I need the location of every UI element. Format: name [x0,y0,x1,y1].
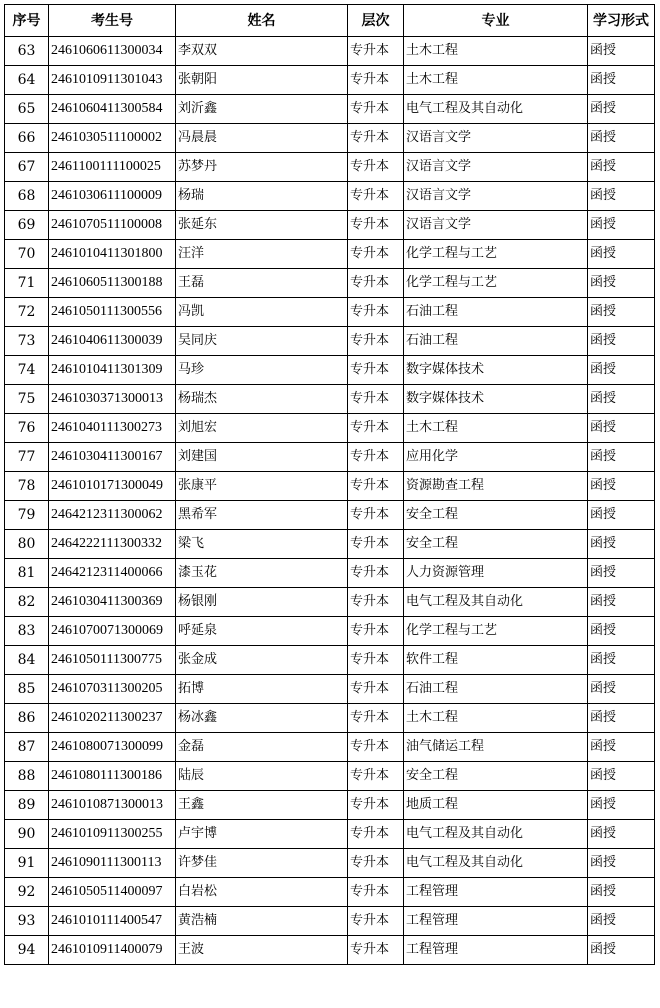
cell-major: 安全工程 [404,530,588,559]
cell-major: 土木工程 [404,37,588,66]
cell-level: 专升本 [348,617,404,646]
cell-exam-id: 2461030611100009 [49,182,176,211]
cell-study-mode: 函授 [588,675,655,704]
cell-name: 张金成 [176,646,348,675]
cell-seq: 82 [5,588,49,617]
cell-study-mode: 函授 [588,327,655,356]
cell-name: 陆辰 [176,762,348,791]
cell-major: 工程管理 [404,936,588,965]
cell-exam-id: 2461060611300034 [49,37,176,66]
cell-study-mode: 函授 [588,298,655,327]
cell-seq: 91 [5,849,49,878]
cell-name: 汪洋 [176,240,348,269]
table-row [5,66,655,95]
cell-seq: 83 [5,617,49,646]
cell-study-mode: 函授 [588,791,655,820]
cell-level: 专升本 [348,153,404,182]
cell-seq: 68 [5,182,49,211]
table-row [5,414,655,443]
cell-seq: 81 [5,559,49,588]
cell-study-mode: 函授 [588,588,655,617]
cell-major: 化学工程与工艺 [404,617,588,646]
cell-seq: 75 [5,385,49,414]
cell-study-mode: 函授 [588,211,655,240]
cell-seq: 72 [5,298,49,327]
cell-level: 专升本 [348,385,404,414]
cell-name: 冯晨晨 [176,124,348,153]
cell-study-mode: 函授 [588,414,655,443]
cell-name: 呼延泉 [176,617,348,646]
cell-level: 专升本 [348,124,404,153]
cell-seq: 86 [5,704,49,733]
table-row [5,530,655,559]
cell-major: 资源勘查工程 [404,472,588,501]
cell-seq: 85 [5,675,49,704]
cell-level: 专升本 [348,269,404,298]
cell-level: 专升本 [348,849,404,878]
cell-level: 专升本 [348,472,404,501]
table-row [5,646,655,675]
table-row [5,849,655,878]
header-study-mode: 学习形式 [588,5,655,37]
cell-exam-id: 2461050511400097 [49,878,176,907]
cell-seq: 63 [5,37,49,66]
cell-level: 专升本 [348,907,404,936]
cell-level: 专升本 [348,443,404,472]
cell-level: 专升本 [348,646,404,675]
table-row [5,878,655,907]
cell-study-mode: 函授 [588,66,655,95]
cell-study-mode: 函授 [588,530,655,559]
table-row [5,124,655,153]
table-row [5,588,655,617]
cell-level: 专升本 [348,501,404,530]
cell-name: 漆玉花 [176,559,348,588]
cell-level: 专升本 [348,327,404,356]
cell-name: 杨银刚 [176,588,348,617]
table-row [5,327,655,356]
cell-study-mode: 函授 [588,182,655,211]
cell-level: 专升本 [348,37,404,66]
cell-name: 王波 [176,936,348,965]
table-row [5,617,655,646]
cell-name: 张康平 [176,472,348,501]
cell-exam-id: 2461060511300188 [49,269,176,298]
header-name: 姓名 [176,5,348,37]
cell-name: 张延东 [176,211,348,240]
cell-name: 金磊 [176,733,348,762]
cell-study-mode: 函授 [588,907,655,936]
table-row [5,936,655,965]
cell-seq: 69 [5,211,49,240]
table-row [5,356,655,385]
cell-exam-id: 2461010911400079 [49,936,176,965]
cell-major: 化学工程与工艺 [404,269,588,298]
cell-exam-id: 2464212311300062 [49,501,176,530]
cell-seq: 84 [5,646,49,675]
cell-major: 石油工程 [404,675,588,704]
cell-major: 数字媒体技术 [404,385,588,414]
cell-level: 专升本 [348,182,404,211]
cell-seq: 78 [5,472,49,501]
cell-exam-id: 2461050111300556 [49,298,176,327]
cell-level: 专升本 [348,95,404,124]
cell-exam-id: 2461100111100025 [49,153,176,182]
cell-exam-id: 2461070071300069 [49,617,176,646]
cell-major: 电气工程及其自动化 [404,820,588,849]
cell-study-mode: 函授 [588,733,655,762]
cell-seq: 77 [5,443,49,472]
cell-major: 土木工程 [404,414,588,443]
cell-name: 马珍 [176,356,348,385]
cell-level: 专升本 [348,530,404,559]
cell-name: 白岩松 [176,878,348,907]
cell-exam-id: 2461010411301309 [49,356,176,385]
cell-exam-id: 2461060411300584 [49,95,176,124]
cell-seq: 80 [5,530,49,559]
cell-major: 汉语言文学 [404,182,588,211]
cell-exam-id: 2461080071300099 [49,733,176,762]
cell-level: 专升本 [348,762,404,791]
cell-seq: 87 [5,733,49,762]
table-row [5,37,655,66]
cell-major: 油气储运工程 [404,733,588,762]
cell-exam-id: 2461070311300205 [49,675,176,704]
cell-name: 卢宇博 [176,820,348,849]
cell-major: 土木工程 [404,66,588,95]
cell-major: 汉语言文学 [404,153,588,182]
cell-study-mode: 函授 [588,240,655,269]
cell-study-mode: 函授 [588,356,655,385]
table-row [5,472,655,501]
cell-level: 专升本 [348,588,404,617]
table-row [5,733,655,762]
cell-exam-id: 2461030371300013 [49,385,176,414]
cell-seq: 90 [5,820,49,849]
cell-seq: 71 [5,269,49,298]
cell-study-mode: 函授 [588,617,655,646]
cell-level: 专升本 [348,356,404,385]
cell-level: 专升本 [348,298,404,327]
cell-name: 杨冰鑫 [176,704,348,733]
cell-name: 杨瑞杰 [176,385,348,414]
cell-exam-id: 2464212311400066 [49,559,176,588]
cell-major: 电气工程及其自动化 [404,95,588,124]
cell-exam-id: 2461010871300013 [49,791,176,820]
table-row [5,559,655,588]
cell-study-mode: 函授 [588,559,655,588]
cell-seq: 67 [5,153,49,182]
cell-exam-id: 2461030411300369 [49,588,176,617]
cell-name: 刘建国 [176,443,348,472]
cell-name: 杨瑞 [176,182,348,211]
cell-study-mode: 函授 [588,269,655,298]
header-major: 专业 [404,5,588,37]
cell-major: 土木工程 [404,704,588,733]
cell-name: 苏梦丹 [176,153,348,182]
cell-major: 安全工程 [404,501,588,530]
header-exam-id: 考生号 [49,5,176,37]
cell-exam-id: 2461010111400547 [49,907,176,936]
header-row [5,5,655,37]
cell-exam-id: 2461010411301800 [49,240,176,269]
cell-name: 王鑫 [176,791,348,820]
cell-exam-id: 2461010911301043 [49,66,176,95]
cell-name: 许梦佳 [176,849,348,878]
cell-exam-id: 2464222111300332 [49,530,176,559]
cell-study-mode: 函授 [588,472,655,501]
cell-seq: 66 [5,124,49,153]
header-level: 层次 [348,5,404,37]
cell-level: 专升本 [348,791,404,820]
cell-exam-id: 2461010911300255 [49,820,176,849]
cell-level: 专升本 [348,733,404,762]
cell-study-mode: 函授 [588,443,655,472]
table-row [5,153,655,182]
cell-major: 汉语言文学 [404,211,588,240]
cell-level: 专升本 [348,66,404,95]
cell-level: 专升本 [348,878,404,907]
cell-exam-id: 2461090111300113 [49,849,176,878]
cell-study-mode: 函授 [588,124,655,153]
cell-major: 地质工程 [404,791,588,820]
cell-major: 电气工程及其自动化 [404,588,588,617]
table-row [5,443,655,472]
cell-study-mode: 函授 [588,762,655,791]
cell-name: 拓博 [176,675,348,704]
cell-seq: 94 [5,936,49,965]
cell-name: 王磊 [176,269,348,298]
cell-seq: 74 [5,356,49,385]
cell-study-mode: 函授 [588,936,655,965]
cell-level: 专升本 [348,211,404,240]
cell-seq: 92 [5,878,49,907]
cell-level: 专升本 [348,240,404,269]
cell-study-mode: 函授 [588,95,655,124]
cell-exam-id: 2461080111300186 [49,762,176,791]
cell-exam-id: 2461030411300167 [49,443,176,472]
table-row [5,907,655,936]
cell-seq: 76 [5,414,49,443]
cell-major: 石油工程 [404,327,588,356]
cell-exam-id: 2461010171300049 [49,472,176,501]
cell-major: 石油工程 [404,298,588,327]
table-row [5,95,655,124]
cell-major: 汉语言文学 [404,124,588,153]
cell-exam-id: 2461030511100002 [49,124,176,153]
cell-name: 李双双 [176,37,348,66]
cell-seq: 64 [5,66,49,95]
cell-level: 专升本 [348,936,404,965]
cell-name: 冯凯 [176,298,348,327]
cell-seq: 93 [5,907,49,936]
cell-major: 电气工程及其自动化 [404,849,588,878]
cell-level: 专升本 [348,414,404,443]
cell-name: 黄浩楠 [176,907,348,936]
cell-major: 工程管理 [404,878,588,907]
cell-name: 黑希军 [176,501,348,530]
cell-seq: 89 [5,791,49,820]
cell-exam-id: 2461050111300775 [49,646,176,675]
cell-exam-id: 2461040611300039 [49,327,176,356]
cell-study-mode: 函授 [588,385,655,414]
table-row [5,675,655,704]
cell-name: 梁飞 [176,530,348,559]
cell-study-mode: 函授 [588,878,655,907]
header-seq: 序号 [5,5,49,37]
cell-major: 安全工程 [404,762,588,791]
table-row [5,240,655,269]
cell-study-mode: 函授 [588,501,655,530]
cell-seq: 73 [5,327,49,356]
table-row [5,704,655,733]
cell-study-mode: 函授 [588,153,655,182]
cell-study-mode: 函授 [588,704,655,733]
cell-study-mode: 函授 [588,849,655,878]
cell-study-mode: 函授 [588,820,655,849]
table-row [5,791,655,820]
cell-seq: 65 [5,95,49,124]
table-row [5,211,655,240]
table-row [5,385,655,414]
cell-study-mode: 函授 [588,646,655,675]
cell-level: 专升本 [348,704,404,733]
cell-name: 吴同庆 [176,327,348,356]
table-row [5,298,655,327]
table-row [5,182,655,211]
cell-exam-id: 2461020211300237 [49,704,176,733]
cell-major: 数字媒体技术 [404,356,588,385]
cell-level: 专升本 [348,675,404,704]
cell-exam-id: 2461040111300273 [49,414,176,443]
cell-exam-id: 2461070511100008 [49,211,176,240]
cell-study-mode: 函授 [588,37,655,66]
student-table [4,4,655,965]
cell-major: 软件工程 [404,646,588,675]
cell-major: 化学工程与工艺 [404,240,588,269]
cell-name: 张朝阳 [176,66,348,95]
cell-name: 刘沂鑫 [176,95,348,124]
cell-seq: 70 [5,240,49,269]
cell-major: 人力资源管理 [404,559,588,588]
cell-level: 专升本 [348,820,404,849]
cell-name: 刘旭宏 [176,414,348,443]
table-row [5,269,655,298]
cell-major: 工程管理 [404,907,588,936]
table-row [5,501,655,530]
table-row [5,762,655,791]
cell-seq: 88 [5,762,49,791]
cell-major: 应用化学 [404,443,588,472]
cell-level: 专升本 [348,559,404,588]
table-row [5,820,655,849]
cell-seq: 79 [5,501,49,530]
